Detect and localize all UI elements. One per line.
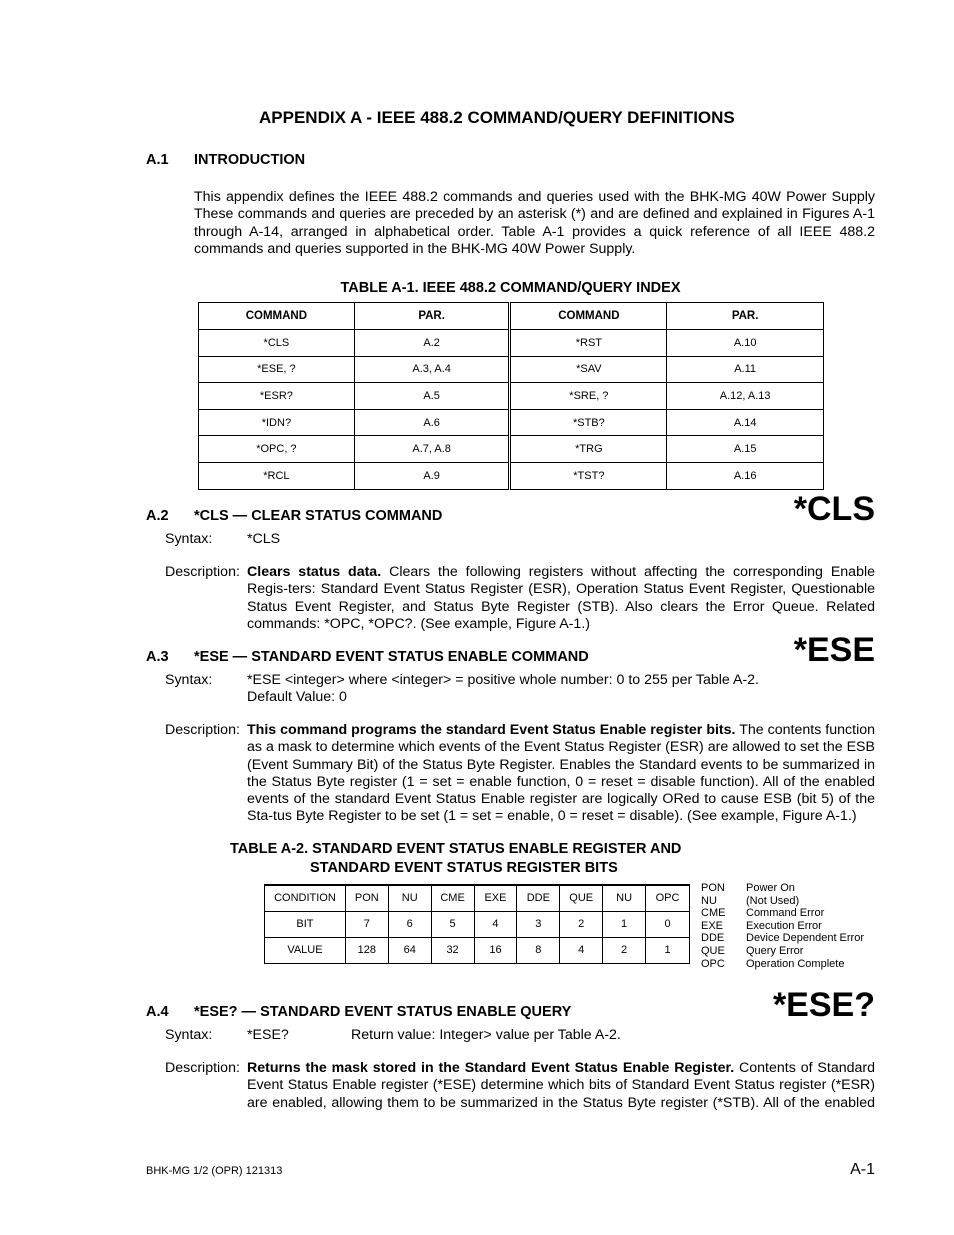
section-a2-title: *CLS — CLEAR STATUS COMMAND	[194, 508, 443, 524]
table-row	[199, 462, 824, 489]
description-text: The contents function as a mask to determine which events of the Event Status Register (ESR) are allowed to set the ESB (Event Summary Bit) of the Status Byte Register. Enables the Standard events to be summarized in the Status Byte register (1 = set = enable function, 0 = reset = disable function). All of the enabled events of the standard Event Status Enable register are logically ORed to cause ESB (bit 5) of the Sta-tus Byte Register to be set (1 = set = enable, 0 = reset = disable). (See example, Figure A-1.)	[247, 722, 875, 825]
legend-item	[701, 958, 901, 971]
table-cell: NU	[603, 885, 646, 911]
cls-description	[247, 564, 875, 633]
legend-meaning: Operation Complete	[746, 957, 845, 970]
table-cell: A.15	[667, 436, 824, 463]
table-cell: CONDITION	[265, 885, 346, 911]
table-row	[199, 409, 824, 436]
table-cell: 32	[431, 937, 474, 963]
ese-query-big-label: *ESE?	[772, 986, 875, 1024]
legend-meaning: Device Dependent Error	[746, 932, 865, 945]
section-a3-title: *ESE — STANDARD EVENT STATUS ENABLE COMMAND	[194, 649, 589, 665]
syntax-value: *ESE?	[247, 1027, 289, 1043]
table-cell: BIT	[265, 911, 346, 937]
abbreviation-legend	[701, 882, 901, 970]
legend-abbrev: CME	[701, 907, 726, 920]
table-cell: 7	[345, 911, 388, 937]
table-cell: *IDN?	[199, 409, 355, 436]
syntax-return-value: Return value: Integer> value per Table A-2.	[351, 1027, 621, 1043]
table-cell: 128	[345, 937, 388, 963]
legend-item	[701, 895, 901, 908]
legend-meaning: Query Error	[746, 944, 804, 957]
description-lead: This command programs the standard Event Status Enable register bits.	[247, 722, 736, 738]
table-cell: *ESE, ?	[199, 356, 355, 383]
table-cell: A.14	[667, 409, 824, 436]
table-cell: *TRG	[510, 436, 667, 463]
legend-meaning: (Not Used)	[746, 894, 800, 907]
description-label: Description:	[165, 722, 240, 738]
section-a3-number: A.3	[146, 649, 169, 665]
description-text: Contents of Standard Event Status Enable register (*ESE) determine which bits of Standard Event Status register (*ESR) are enabled, allowing them to be summarized in the Status Byte register (*STB). All of the enabled	[247, 1060, 875, 1111]
table-a1-title: TABLE A-1. IEEE 488.2 COMMAND/QUERY INDEX	[340, 280, 681, 296]
table-cell: 0	[646, 911, 690, 937]
page-number: A-1	[850, 1161, 875, 1178]
table-cell: 64	[388, 937, 431, 963]
table-cell: PON	[345, 885, 388, 911]
description-text: Clears the following registers without affecting the corresponding Enable Regis-ters: Standard Event Status Register (ESR), Operation Status Event Register, Questionable Status Event Register, and Status Byte Register (STB). Also clears the Error Queue. Related commands: *OPC, *OPC?. (See example, Figure A-1.)	[247, 564, 875, 632]
table-cell: *SRE, ?	[510, 383, 667, 410]
legend-abbrev: QUE	[701, 944, 725, 957]
table-cell: EXE	[474, 885, 517, 911]
column-header: PAR.	[667, 303, 824, 330]
table-cell: 2	[560, 911, 603, 937]
table-cell: *RCL	[199, 462, 355, 489]
table-cell: 1	[603, 911, 646, 937]
syntax-label: Syntax:	[165, 672, 213, 688]
table-cell: A.5	[354, 383, 510, 410]
table-row	[199, 330, 824, 357]
section-a4-number: A.4	[146, 1004, 169, 1020]
table-cell: 4	[474, 911, 517, 937]
table-cell: NU	[388, 885, 431, 911]
section-a1-number: A.1	[146, 152, 169, 168]
section-a1-title: INTRODUCTION	[194, 152, 306, 168]
legend-item	[701, 920, 901, 933]
legend-abbrev: DDE	[701, 932, 725, 945]
table-cell: 5	[431, 911, 474, 937]
table-cell: A.2	[354, 330, 510, 357]
table-cell: A.16	[667, 462, 824, 489]
table-cell: *ESR?	[199, 383, 355, 410]
legend-meaning: Execution Error	[746, 919, 822, 932]
section-a2-number: A.2	[146, 508, 169, 524]
table-cell: 4	[560, 937, 603, 963]
table-a2-title-line2: STANDARD EVENT STATUS REGISTER BITS	[310, 860, 618, 876]
table-cell: A.3, A.4	[354, 356, 510, 383]
section-a4-title: *ESE? — STANDARD EVENT STATUS ENABLE QUERY	[194, 1004, 572, 1020]
table-row	[199, 383, 824, 410]
table-cell: 6	[388, 911, 431, 937]
table-cell: 2	[603, 937, 646, 963]
legend-abbrev: PON	[701, 882, 725, 894]
table-cell: *TST?	[510, 462, 667, 489]
table-cell: *CLS	[199, 330, 355, 357]
description-lead: Returns the mask stored in the Standard Event Status Enable Register.	[247, 1060, 735, 1076]
syntax-label: Syntax:	[165, 1027, 213, 1043]
column-header: COMMAND	[199, 303, 355, 330]
syntax-label: Syntax:	[165, 531, 213, 547]
ese-description	[247, 722, 875, 826]
column-header: PAR.	[354, 303, 510, 330]
status-bits-table	[264, 884, 690, 964]
table-cell: 8	[517, 937, 560, 963]
table-cell: *SAV	[510, 356, 667, 383]
table-row	[199, 356, 824, 383]
legend-meaning: Power On	[746, 882, 795, 894]
intro-paragraph: This appendix defines the IEEE 488.2 commands and queries used with the BHK-MG 40W Power Supply These commands and queries are preceded by an asterisk (*) and are defined and explained in Figures A-1 through A-14, arranged in alphabetical order. Table A-1 provides a quick reference of all IEEE 488.2 commands and queries supported in the BHK-MG 40W Power Supply.	[194, 189, 875, 257]
table-header-row	[199, 303, 824, 330]
syntax-value: *CLS	[247, 531, 281, 547]
table-cell: 1	[646, 937, 690, 963]
table-cell: A.6	[354, 409, 510, 436]
table-cell: OPC	[646, 885, 690, 911]
legend-meaning: Command Error	[746, 907, 825, 920]
table-cell: CME	[431, 885, 474, 911]
table-row	[199, 436, 824, 463]
table-cell: 3	[517, 911, 560, 937]
legend-abbrev: EXE	[701, 919, 724, 932]
syntax-value: *ESE <integer> where <integer> = positive whole number: 0 to 255 per Table A-2.	[247, 672, 759, 688]
legend-item	[701, 882, 901, 895]
legend-item	[701, 945, 901, 958]
table-cell: A.12, A.13	[667, 383, 824, 410]
table-row	[265, 885, 690, 911]
table-cell: A.10	[667, 330, 824, 357]
command-index-table	[198, 302, 824, 490]
ese-big-label: *ESE	[793, 631, 875, 669]
legend-abbrev: OPC	[701, 957, 725, 970]
page-title: APPENDIX A - IEEE 488.2 COMMAND/QUERY DEFINITIONS	[259, 108, 735, 127]
table-cell: DDE	[517, 885, 560, 911]
table-cell: A.9	[354, 462, 510, 489]
table-cell: *STB?	[510, 409, 667, 436]
legend-item	[701, 907, 901, 920]
table-cell: QUE	[560, 885, 603, 911]
table-cell: 16	[474, 937, 517, 963]
table-row	[265, 911, 690, 937]
table-row	[265, 937, 690, 963]
table-cell: *OPC, ?	[199, 436, 355, 463]
table-cell: A.11	[667, 356, 824, 383]
table-cell: A.7, A.8	[354, 436, 510, 463]
default-value: Default Value: 0	[247, 689, 347, 705]
legend-item	[701, 932, 901, 945]
table-a2-title-line1: TABLE A-2. STANDARD EVENT STATUS ENABLE REGISTER AND	[230, 841, 682, 857]
table-cell: VALUE	[265, 937, 346, 963]
footer-document-id: BHK-MG 1/2 (OPR) 121313	[146, 1165, 283, 1177]
description-lead: Clears status data.	[247, 564, 382, 580]
ese-query-description	[247, 1060, 875, 1112]
column-header: COMMAND	[510, 303, 667, 330]
description-label: Description:	[165, 1060, 240, 1076]
table-cell: *RST	[510, 330, 667, 357]
cls-big-label: *CLS	[793, 490, 875, 528]
description-label: Description:	[165, 564, 240, 580]
legend-abbrev: NU	[701, 894, 717, 907]
